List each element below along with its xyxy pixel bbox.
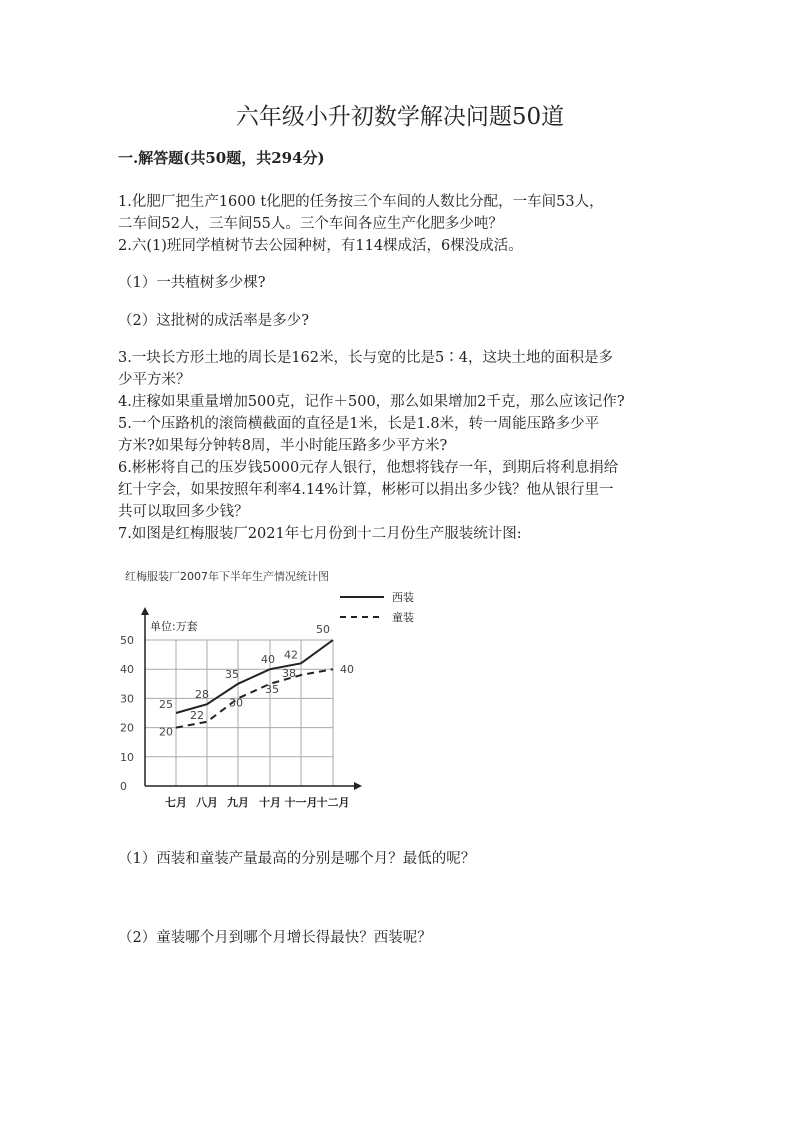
y-axis-arrow-icon	[141, 607, 149, 615]
legend-label: 西装	[392, 591, 414, 604]
question-2: 2.六(1)班同学植树节去公园种树，有114棵成活，6棵没成活。	[118, 238, 523, 254]
y-tick-label: 40	[120, 663, 134, 677]
x-tick-label: 七月	[165, 796, 187, 809]
question-2-part-1: （1）一共植树多少棵?	[118, 275, 266, 291]
question-6-line-3: 共可以取回多少钱？	[118, 504, 249, 520]
data-label: 42	[284, 648, 298, 662]
y-tick-label: 30	[120, 692, 134, 706]
chart-title: 红梅服装厂2007年下半年生产情况统计图	[125, 570, 329, 583]
question-1-line-2: 二车间52人，三车间55人。三个车间各应生产化肥多少吨？	[118, 216, 503, 232]
question-3-line-1: 3.一块长方形土地的周长是162米，长与宽的比是5∶4，这块土地的面积是多	[118, 350, 613, 366]
question-7-part-1: （1）西装和童装产量最高的分别是哪个月？最低的呢？	[118, 851, 476, 867]
x-axis-arrow-icon	[354, 782, 362, 790]
question-4: 4.庄稼如果重量增加500克，记作＋500，那么如果增加2千克，那么应该记作?	[118, 394, 625, 410]
x-tick-label: 十二月	[316, 796, 350, 809]
data-label: 28	[195, 688, 209, 702]
series-line-suits	[176, 640, 333, 713]
page-title: 六年级小升初数学解决问题50道	[235, 104, 565, 130]
question-3-line-2: 少平方米？	[118, 372, 191, 388]
data-label: 38	[282, 667, 296, 681]
question-7-part-2: （2）童装哪个月到哪个月增长得最快？西装呢？	[118, 930, 432, 946]
unit-label: 单位:万套	[150, 620, 198, 633]
data-label: 35	[225, 667, 239, 681]
x-tick-label: 十一月	[284, 796, 318, 809]
question-6-line-1: 6.彬彬将自己的压岁钱5000元存人银行，他想将钱存一年，到期后将利息捐给	[118, 460, 619, 476]
question-7: 7.如图是红梅服装厂2021年七月份到十二月份生产服装统计图:	[118, 526, 522, 542]
data-label: 40	[340, 663, 354, 677]
question-5-line-1: 5.一个压路机的滚筒横截面的直径是1米，长是1.8米，转一周能压路多少平	[118, 416, 600, 432]
data-label: 20	[159, 725, 173, 739]
question-1-line-1: 1.化肥厂把生产1600 t化肥的任务按三个车间的人数比分配，一车间53人，	[118, 194, 604, 210]
x-tick-label: 十月	[259, 796, 281, 809]
y-tick-label: 50	[120, 634, 134, 647]
legend-label: 童装	[392, 611, 414, 624]
section-heading: 一.解答题(共50题，共294分)	[118, 149, 325, 167]
data-label: 35	[265, 682, 279, 696]
data-label: 50	[316, 623, 330, 636]
data-label: 25	[159, 698, 173, 711]
question-6-line-2: 红十字会，如果按照年利率4.14%计算，彬彬可以捐出多少钱？他从银行里一	[118, 482, 614, 498]
y-tick-label: 0	[120, 780, 127, 793]
data-label: 22	[190, 708, 204, 722]
question-2-part-2: （2）这批树的成活率是多少?	[118, 313, 309, 329]
question-5-line-2: 方米?如果每分钟转8周，半小时能压路多少平方米?	[118, 438, 448, 454]
x-tick-label: 八月	[196, 796, 218, 809]
data-label: 30	[229, 696, 243, 710]
data-label: 40	[261, 653, 275, 667]
x-tick-label: 九月	[227, 796, 249, 809]
y-tick-label: 20	[120, 721, 134, 735]
y-tick-label: 10	[120, 750, 134, 764]
